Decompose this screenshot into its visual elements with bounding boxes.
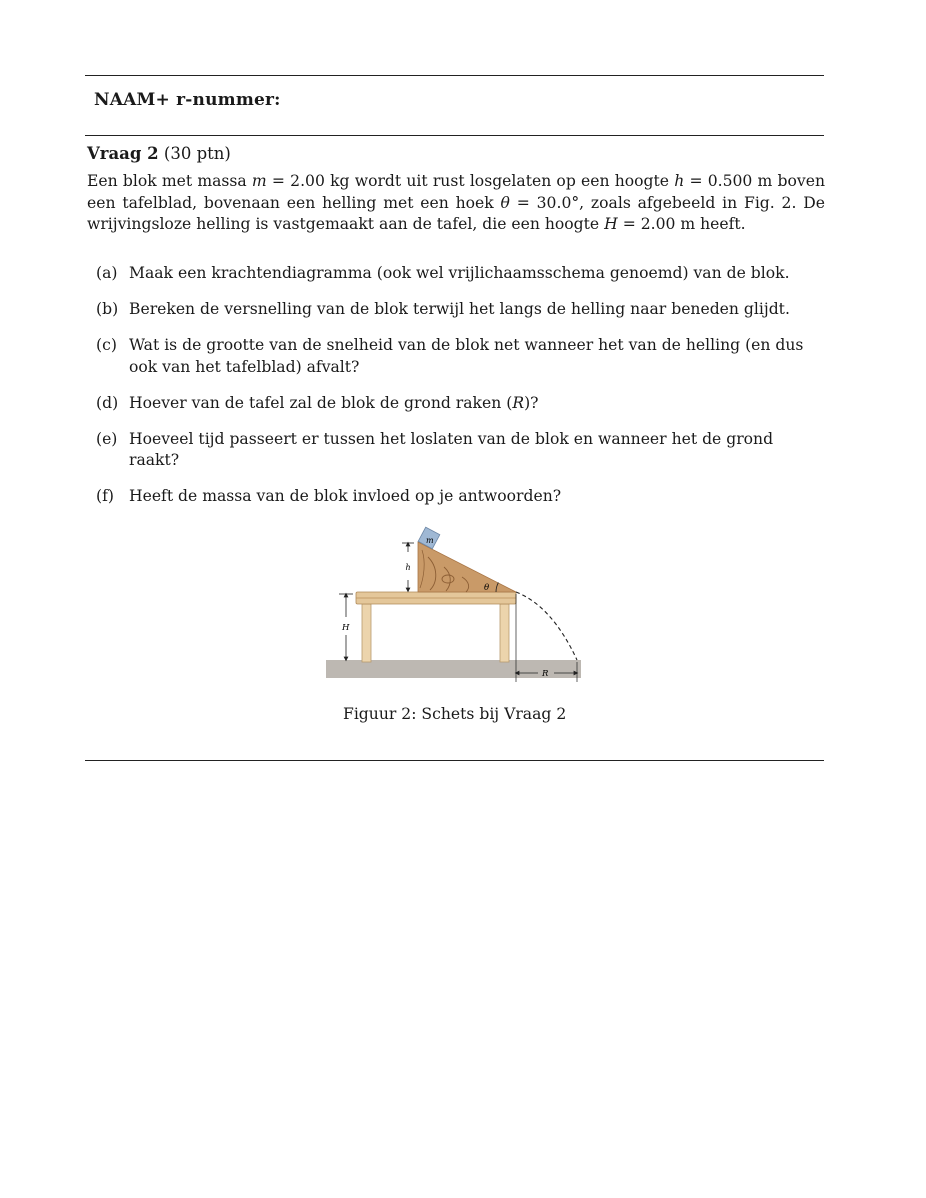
var-theta: θ	[500, 193, 510, 212]
sub-question-f	[96, 486, 826, 508]
intro-text-3: = 0.500 m boven een tafelblad, bovenaan een helling met een hoek	[87, 172, 825, 212]
label-h: h	[405, 563, 411, 572]
intro-text-5: = 2.00 m heeft.	[617, 215, 746, 233]
question-points: (30 ptn)	[163, 144, 231, 163]
top-rule	[85, 75, 824, 76]
name-field-label: NAAM+ r-nummer:	[94, 90, 281, 110]
sub-question-a	[96, 263, 826, 285]
sub-question-text	[129, 393, 826, 415]
var-R: R	[512, 393, 525, 412]
table-leg-left	[362, 604, 371, 662]
question-heading	[87, 144, 231, 163]
sub-question-text: Wat is de grootte van de snelheid van de blok net wanneer het van de helling (en dus ook van het tafelblad) afvalt?	[129, 336, 804, 376]
sub-question-e	[96, 429, 826, 472]
var-H: H	[604, 215, 618, 233]
sub-question-label: (b)	[96, 300, 119, 318]
figure-caption: Figuur 2: Schets bij Vraag 2	[343, 705, 567, 723]
bottom-rule	[85, 760, 824, 761]
sub-question-b	[96, 299, 826, 321]
sub-question-label: (d)	[96, 393, 119, 412]
incline-wedge	[418, 542, 516, 592]
sub-question-text: Bereken de versnelling van de blok terwijl het langs de helling naar beneden glijdt.	[129, 300, 790, 318]
incline-table-figure	[320, 522, 590, 692]
var-h: h	[674, 172, 685, 190]
trajectory-curve	[516, 592, 577, 660]
label-theta: θ	[484, 583, 490, 593]
sub-question-d	[96, 393, 826, 415]
intro-text-2: = 2.00 kg wordt uit rust losgelaten op een hoogte	[266, 172, 675, 190]
sub-question-text: Heeft de massa van de blok invloed op je antwoorden?	[129, 487, 562, 505]
table-leg-right	[500, 604, 509, 662]
intro-text-1: Een blok met massa	[87, 172, 252, 190]
label-R: R	[542, 669, 549, 679]
sub-question-text: Maak een krachtendiagramma (ook wel vrijlichaamsschema genoemd) van de blok.	[129, 264, 790, 282]
sub-question-text: Hoeveel tijd passeert er tussen het loslaten van de blok en wanneer het de grond raakt?	[129, 429, 774, 469]
sub-question-c	[96, 335, 826, 378]
sub-question-label: (f)	[96, 487, 114, 505]
intro-text-4: = 30.0°, zoals afgebeeld in Fig. 2. De wrijvingsloze helling is vastgemaakt aan de tafel, die een hoogte	[87, 193, 825, 233]
sub-question-text-after: )?	[524, 393, 539, 412]
label-H: H	[342, 623, 350, 633]
question-intro	[87, 171, 825, 236]
header-rule	[85, 135, 824, 136]
sub-question-label: (a)	[96, 264, 118, 282]
sub-question-list	[96, 263, 826, 522]
sub-question-text-before: Hoever van de tafel zal de blok de grond raken (	[129, 393, 513, 412]
var-m: m	[251, 172, 267, 190]
label-m: m	[426, 536, 434, 545]
sub-question-label: (e)	[96, 429, 118, 448]
sub-question-label: (c)	[96, 336, 117, 354]
question-title: Vraag 2	[87, 144, 159, 163]
